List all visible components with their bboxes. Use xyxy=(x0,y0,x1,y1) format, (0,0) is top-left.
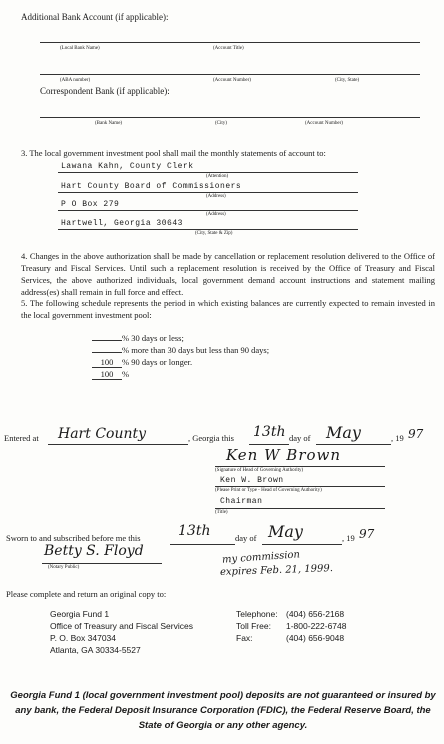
title-value: Chairman xyxy=(220,497,263,506)
entered-location: Hart County xyxy=(58,426,147,442)
printed-name-line xyxy=(215,486,385,487)
label-local-bank-name: (Local Bank Name) xyxy=(60,46,100,51)
governing-signature: Ken W Brown xyxy=(226,446,342,464)
label-aba-number: (ABA number) xyxy=(60,78,91,83)
sworn-year: 97 xyxy=(359,527,375,541)
return-instruction: Please complete and return an original copy to: xyxy=(6,589,167,599)
section-4-text: 4. Changes in the above authorization shall be made by cancellation or replacement resolution delivered to the Office of Treasury and Fiscal Services. Until such a replacement resolution is received by the Office of Treasury and Fiscal Services, the above authorized individuals, local government demand account instructions and statement mailing address(es) shall remain in full force and effect. xyxy=(21,251,435,297)
label-correspondent-account-number: (Account Number) xyxy=(305,121,343,126)
return-address-line-1: Georgia Fund 1 xyxy=(50,609,110,619)
schedule-value-total: 100 xyxy=(92,369,122,380)
commission-line-2: expires Feb. 21, 1999. xyxy=(219,563,334,578)
entered-mid: , Georgia this xyxy=(188,433,234,443)
schedule-value-2 xyxy=(92,352,122,353)
address-1-value: Hart County Board of Commissioners xyxy=(61,182,242,191)
attention-line xyxy=(58,172,358,173)
entered-year: 97 xyxy=(408,427,424,441)
commission-line-1: my commission xyxy=(221,549,301,566)
section-5-text: 5. The following schedule represents the period in which existing balances are currently expected to remain invested in the local government investment pool: xyxy=(21,298,435,320)
entered-year-prefix: , 19 xyxy=(391,433,404,443)
schedule-label-3: % 90 days or longer. xyxy=(122,357,193,367)
contact-telephone-value: (404) 656-2168 xyxy=(286,609,345,619)
return-address-line-4: Atlanta, GA 30334-5527 xyxy=(50,645,141,655)
sworn-month-line xyxy=(262,544,342,545)
label-bank-name: (Bank Name) xyxy=(95,121,123,126)
contact-block xyxy=(236,608,347,644)
title-label: (Title) xyxy=(215,510,228,515)
contact-fax xyxy=(236,632,347,644)
signature-line xyxy=(215,466,385,467)
contact-toll-free xyxy=(236,620,347,632)
entered-day: 13th xyxy=(253,424,286,440)
section-3-text: 3. The local government investment pool shall mail the monthly statements of account to: xyxy=(21,148,326,158)
return-address xyxy=(50,608,193,656)
sworn-day-line xyxy=(170,544,235,545)
title-line xyxy=(215,508,385,509)
schedule-value-3: 100 xyxy=(92,357,122,368)
footer-disclaimer: Georgia Fund 1 (local government investment pool) deposits are not guaranteed or insured by any bank, the Federal Deposit Insurance Corporation (FDIC), the Federal Reserve Board, the State of Georgia or any other agency. xyxy=(10,690,436,731)
schedule-row-1 xyxy=(92,333,184,343)
sworn-year-prefix: , 19 xyxy=(342,533,355,543)
label-account-title: (Account Title) xyxy=(213,46,244,51)
correspondent-bank-heading: Correspondent Bank (if applicable): xyxy=(40,86,170,96)
attention-label: (Attention) xyxy=(206,174,229,179)
signature-label: (Signature of Head of Governing Authority) xyxy=(215,468,304,473)
label-city: (City) xyxy=(215,121,227,126)
notary-line xyxy=(42,563,162,564)
bank-line-2 xyxy=(40,74,420,75)
schedule-label-1: % 30 days or less; xyxy=(122,333,184,343)
contact-toll-free-value: 1-800-222-6748 xyxy=(286,621,347,631)
contact-telephone xyxy=(236,608,347,620)
city-label: (City, State & Zip) xyxy=(195,231,233,236)
contact-toll-free-label: Toll Free: xyxy=(236,621,271,631)
city-line xyxy=(58,229,358,230)
schedule-row-total xyxy=(92,369,129,380)
sworn-prefix: Sworn to and subscribed before me this xyxy=(6,533,141,543)
label-account-number: (Account Number) xyxy=(213,78,251,83)
address-2-value: P O Box 279 xyxy=(61,200,120,209)
address-1-label: (Address) xyxy=(206,194,226,199)
city-value: Hartwell, Georgia 30643 xyxy=(61,219,183,228)
bank-line-1 xyxy=(40,42,420,43)
additional-bank-heading: Additional Bank Account (if applicable): xyxy=(21,12,169,22)
sworn-day-of: day of xyxy=(235,533,257,543)
entered-day-of: day of xyxy=(289,433,311,443)
printed-name-value: Ken W. Brown xyxy=(220,476,284,485)
entered-location-line xyxy=(48,444,188,445)
schedule-label-2: % more than 30 days but less than 90 days; xyxy=(122,345,270,355)
sworn-month: May xyxy=(268,522,303,541)
return-address-line-2: Office of Treasury and Fiscal Services xyxy=(50,621,193,631)
contact-telephone-label: Telephone: xyxy=(236,609,278,619)
label-city-state: (City, State) xyxy=(335,78,360,83)
address-2-line xyxy=(58,210,358,211)
sworn-day: 13th xyxy=(178,523,211,539)
entered-day-line xyxy=(249,444,289,445)
schedule-label-total: % xyxy=(122,369,130,379)
printed-name-label: (Please Print or Type - Head of Governing Authority) xyxy=(215,488,322,493)
entered-prefix: Entered at xyxy=(4,433,39,443)
notary-label: (Notary Public) xyxy=(48,565,80,570)
notary-signature: Betty S. Floyd xyxy=(44,543,144,559)
address-1-line xyxy=(58,192,358,193)
correspondent-line xyxy=(40,117,420,118)
address-2-label: (Address) xyxy=(206,212,226,217)
entered-month-line xyxy=(316,444,391,445)
schedule-row-2 xyxy=(92,345,269,355)
return-address-line-3: P. O. Box 347034 xyxy=(50,633,117,643)
schedule-row-3 xyxy=(92,357,192,368)
contact-fax-value: (404) 656-9048 xyxy=(286,633,345,643)
contact-fax-label: Fax: xyxy=(236,633,253,643)
entered-month: May xyxy=(326,423,361,442)
attention-value: Lawana Kahn, County Clerk xyxy=(61,162,194,171)
schedule-value-1 xyxy=(92,340,122,341)
